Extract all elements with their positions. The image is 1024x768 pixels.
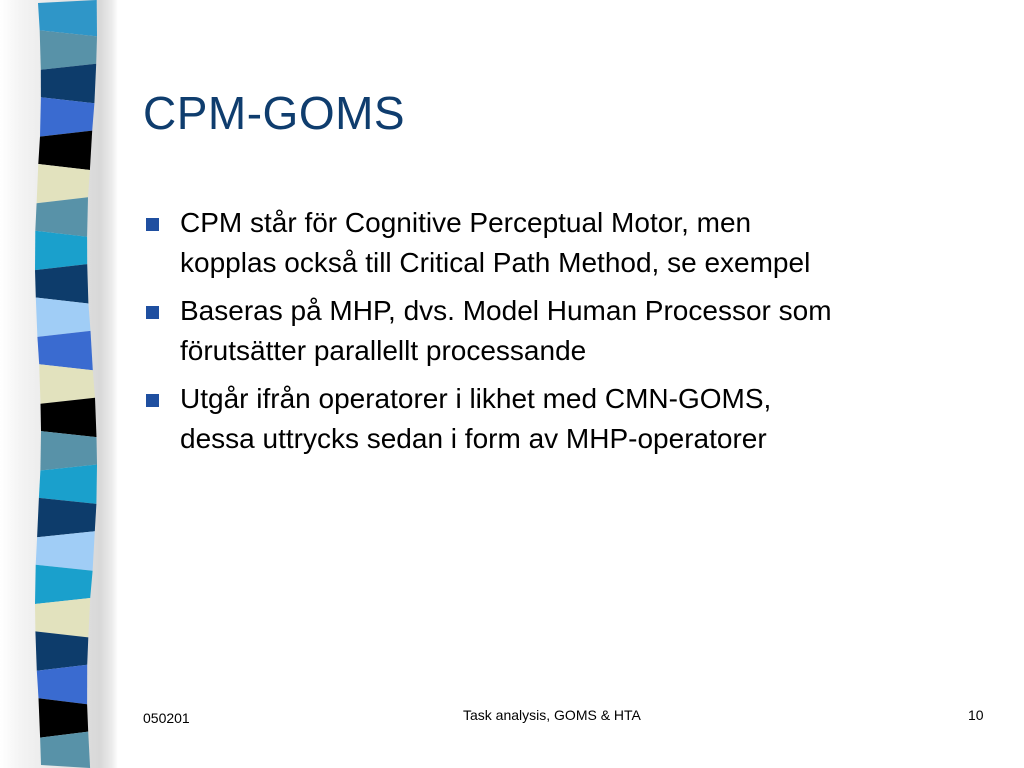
footer-page-number: 10 [968,707,984,723]
stripe-segment [38,0,97,36]
slide-title: CPM-GOMS [143,87,406,139]
footer-title: Task analysis, GOMS & HTA [463,707,641,723]
stripe-segment [39,465,97,504]
stripe-segment [37,164,90,203]
stripe-segment [35,631,88,670]
footer-date: 050201 [143,710,190,726]
stripe-segment [37,331,92,370]
stripe-segment [39,698,89,737]
stripe-segment [35,264,88,303]
stripe-segment [40,97,94,136]
bullet-text-line: dessa uttrycks sedan i form av MHP-operatorer [180,423,767,454]
stripe-segment [35,565,93,604]
bullet-list [140,203,1000,467]
bullet-item [140,379,1000,459]
bullet-text-line: Utgår ifrån operatorer i likhet med CMN-GOMS, [180,383,772,414]
bullet-text-line: CPM står för Cognitive Perceptual Motor, men [180,207,752,238]
bullet-text-line: kopplas också till Critical Path Method, se exempel [180,247,811,278]
stripe-segment [36,531,95,570]
bullet-text-line: Baseras på MHP, dvs. Model Human Processor som [180,295,832,326]
stripe-segment [38,131,92,170]
stripe-segment [37,665,87,704]
stripe-segment [36,298,91,337]
stripe-segment [35,598,90,637]
stripe-segment [40,732,90,768]
stripe-segment [41,398,97,437]
stripe-graphic [0,0,118,768]
stripe-segment [39,364,95,403]
stripe-segment [35,231,87,270]
bullet-text-line: förutsätter parallellt processande [180,335,587,366]
stripe-segment [40,30,97,69]
bullet-item [140,291,1000,371]
bullet-item [140,203,1000,283]
decorative-stripe-bar [0,0,118,768]
stripe-segment [41,64,96,103]
square-bullet-icon [146,306,159,319]
square-bullet-icon [146,394,159,407]
square-bullet-icon [146,218,159,231]
stripe-segment [37,498,96,537]
stripe-segment [40,431,97,470]
stripe-segment [35,197,88,236]
